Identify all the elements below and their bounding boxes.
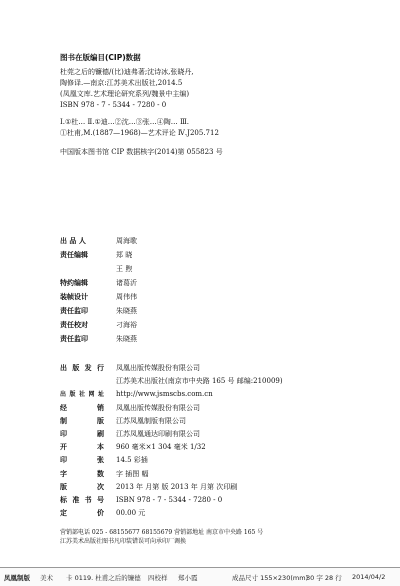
pub-row	[60, 363, 380, 376]
pub-label: 版 次	[60, 482, 104, 491]
pub-row	[60, 469, 380, 482]
credit-row	[60, 334, 360, 348]
cip-block	[60, 52, 360, 158]
credit-value: 诸葛沂	[116, 279, 137, 287]
credit-label: 责任编辑	[60, 251, 88, 259]
pub-label: 印 刷	[60, 429, 104, 438]
strip-item: 郑小霞	[178, 574, 198, 582]
cip-line: 陶修译.—南京:江苏美术出版社,2014.5	[60, 79, 183, 87]
strip-item: 成品尺寸 155×230(mm)	[232, 574, 309, 582]
cip-line: 杜莞之后的镰德/(比)迪弗著;沈诗冰,张晓丹,	[60, 68, 194, 76]
credit-label: 装帧设计	[60, 293, 88, 301]
credit-value: 朱晓燕	[116, 335, 137, 343]
pub-value: 2013 年 月第 版 2013 年 月第 次印刷	[116, 482, 238, 491]
pub-row	[60, 376, 380, 389]
credit-row	[60, 320, 360, 334]
pub-row	[60, 403, 380, 416]
publisher-website: http://www.jsmscbs.com.cn	[116, 390, 213, 399]
pub-row	[60, 495, 380, 508]
cip-data-number: 中国版本图书馆 CIP 数据核字(2014)第 055823 号	[60, 148, 223, 156]
pub-row	[60, 442, 380, 455]
credit-label: 责任监印	[60, 307, 88, 315]
credit-label: 特约编辑	[60, 279, 88, 287]
credit-value: 郑 晓	[116, 251, 133, 259]
strip-item: 卡 0119. 杜甫之后的镰德	[66, 574, 141, 582]
pub-row	[60, 482, 380, 495]
pub-row	[60, 416, 380, 429]
pub-value: 江苏凤凰通达印刷有限公司	[116, 429, 200, 438]
pub-label: 出版社网址	[60, 391, 104, 399]
credit-label: 责任监印	[60, 335, 88, 343]
credit-label: 出 品 人	[60, 237, 86, 245]
strip-item: 30 字 28 行	[306, 574, 342, 582]
credit-value: 周海歌	[116, 237, 137, 245]
footnote-line: 营销部电话 025 - 68155677 68155679 营销部地址 南京市中央路 165 号	[60, 529, 264, 536]
strip-item: 美术	[40, 574, 53, 582]
credit-row	[60, 236, 360, 250]
credit-value: 周伟伟	[116, 293, 137, 301]
pub-row	[60, 455, 380, 468]
pub-label: 经 销	[60, 403, 104, 412]
footnote	[60, 528, 263, 546]
pub-label: 定 价	[60, 509, 104, 518]
credit-row	[60, 306, 360, 320]
pub-value: 江苏美术出版社(南京市中央路 165 号 邮编:210009)	[116, 377, 283, 386]
pub-label: 印 张	[60, 456, 104, 465]
printer-logo: 凤凰制版	[4, 574, 30, 582]
pub-value: 14.5 彩插	[116, 456, 148, 465]
pub-value: 960 毫米×1 304 毫米 1/32	[116, 443, 206, 452]
credit-value: 王 煦	[116, 265, 133, 273]
pub-row	[60, 429, 380, 442]
pub-row	[60, 389, 380, 402]
pub-label: 开 本	[60, 443, 104, 452]
cip-subject-line: ①杜甫,M.(1887—1968)—艺术评论 Ⅳ.J205.712	[60, 129, 219, 137]
credit-row	[60, 292, 360, 306]
pub-label: 出版发行	[60, 364, 104, 372]
pub-label: 标准书号	[60, 495, 104, 504]
isbn-value: ISBN 978 - 7 - 5344 - 7280 - 0	[116, 495, 223, 504]
credits-block	[60, 236, 360, 348]
pub-label: 制 版	[60, 416, 104, 425]
printer-strip	[0, 567, 400, 586]
pub-value: 凤凰出版传媒股份有限公司	[116, 403, 200, 412]
cip-heading: 图书在版编目(CIP)数据	[60, 53, 141, 62]
cip-line: (凤凰文库.艺术理论研究系列/魏景中主编)	[60, 90, 190, 98]
credit-row	[60, 278, 360, 292]
publication-block	[60, 363, 380, 521]
credit-label: 责任校对	[60, 321, 88, 329]
credit-row	[60, 250, 360, 264]
pub-row	[60, 508, 380, 521]
cip-subject-line: Ⅰ.①杜… Ⅱ.①迪…②沈…③张…④陶… Ⅲ.	[60, 118, 189, 126]
price-value: 00.00 元	[116, 509, 146, 518]
credit-value: 朱晓燕	[116, 307, 137, 315]
pub-value: 凤凰出版传媒股份有限公司	[116, 364, 200, 372]
strip-item: 四校样	[148, 574, 168, 582]
pub-label: 字 数	[60, 469, 104, 478]
strip-item: 2014/04/2	[352, 573, 386, 581]
pub-value: 字 插图 幅	[116, 469, 149, 478]
cip-isbn: ISBN 978 - 7 - 5344 - 7280 - 0	[60, 101, 167, 109]
pub-value: 江苏凤凰制版有限公司	[116, 416, 186, 425]
credit-row	[60, 264, 360, 278]
credit-value: 刁海裕	[116, 321, 137, 329]
footnote-line: 江苏美术出版社图书凡印装错误可向承印厂调换	[60, 538, 187, 545]
